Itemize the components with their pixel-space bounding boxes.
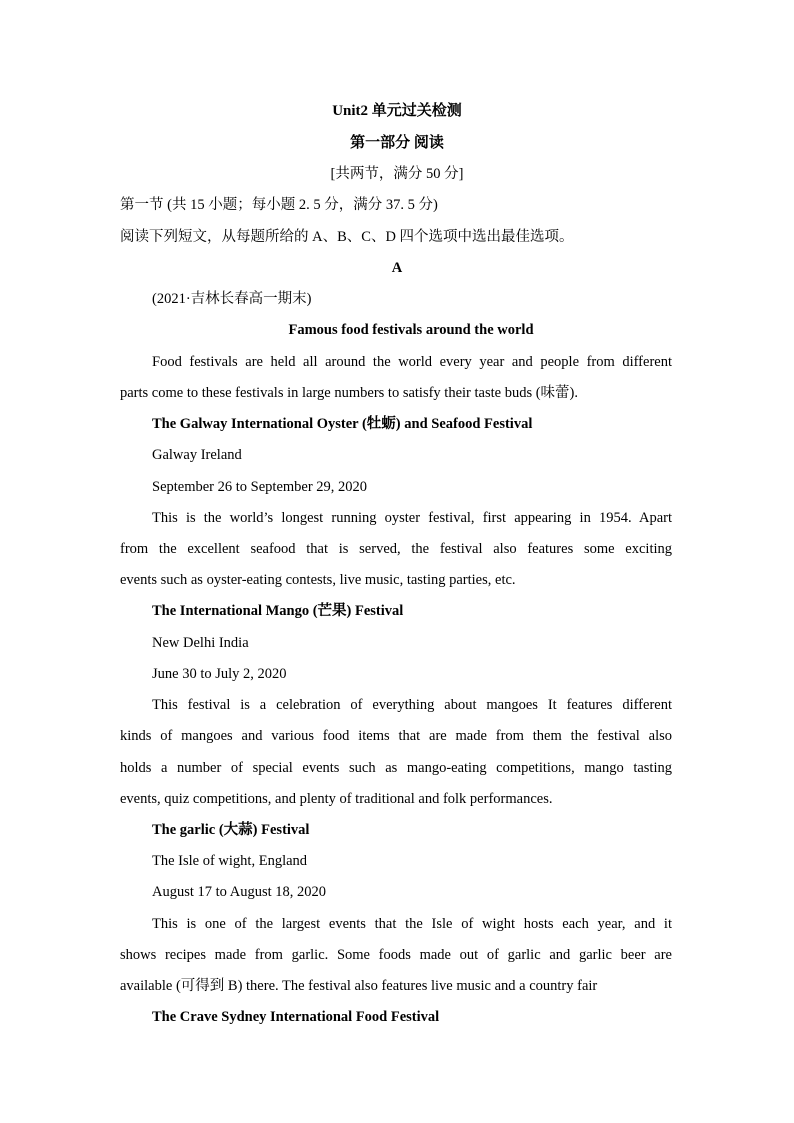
festival-desc-line: holds a number of special events such as mango-eating competitions, mango tasting: [120, 760, 672, 776]
festival-desc-line: This is one of the largest events that the Isle of wight hosts each year, and it: [152, 916, 672, 932]
passage-source: (2021·吉林长春高一期末): [152, 291, 312, 307]
festival-date: September 26 to September 29, 2020: [152, 479, 368, 495]
festival-desc-line: shows recipes made from garlic. Some foods made out of garlic and garlic beer are: [120, 947, 672, 963]
festival-desc-line: available (可得到 B) there. The festival also features live music and a country fair: [120, 978, 598, 994]
festival-name: The International Mango (芒果) Festival: [152, 603, 404, 619]
part-title: 第一部分 阅读: [350, 135, 444, 151]
passage-title: Famous food festivals around the world: [288, 322, 534, 338]
festival-place: Galway Ireland: [152, 447, 242, 463]
unit-title: Unit2 单元过关检测: [332, 103, 462, 119]
festival-desc-line: from the excellent seafood that is served, the festival also features some exciting: [120, 541, 672, 557]
festival-name: The Crave Sydney International Food Festival: [152, 1009, 440, 1025]
festival-place: The Isle of wight, England: [152, 853, 308, 869]
part-score: [共两节，满分 50 分]: [330, 166, 464, 182]
festival-desc-line: This festival is a celebration of everything about mangoes It features different: [152, 697, 672, 713]
section-instruction: 第一节 (共 15 小题；每小题 2. 5 分，满分 37. 5 分): [120, 197, 438, 213]
festival-desc-line: This is the world’s longest running oyster festival, first appearing in 1954. Apart: [152, 510, 672, 526]
festival-date: June 30 to July 2, 2020: [152, 666, 287, 682]
festival-date: August 17 to August 18, 2020: [152, 884, 327, 900]
festival-desc-line: kinds of mangoes and various food items that are made from them the festival also: [120, 728, 672, 744]
intro-line: parts come to these festivals in large numbers to satisfy their taste buds (味蕾).: [120, 385, 578, 401]
festival-name: The garlic (大蒜) Festival: [152, 822, 310, 838]
directions: 阅读下列短文，从每题所给的 A、B、C、D 四个选项中选出最佳选项。: [120, 229, 574, 245]
festival-place: New Delhi India: [152, 635, 249, 651]
festival-desc-line: events, quiz competitions, and plenty of traditional and folk performances.: [120, 791, 553, 807]
passage-label: A: [391, 260, 403, 276]
festival-name: The Galway International Oyster (牡蛎) and Seafood Festival: [152, 416, 533, 432]
intro-line: Food festivals are held all around the world every year and people from different: [152, 354, 672, 370]
festival-desc-line: events such as oyster-eating contests, live music, tasting parties, etc.: [120, 572, 516, 588]
